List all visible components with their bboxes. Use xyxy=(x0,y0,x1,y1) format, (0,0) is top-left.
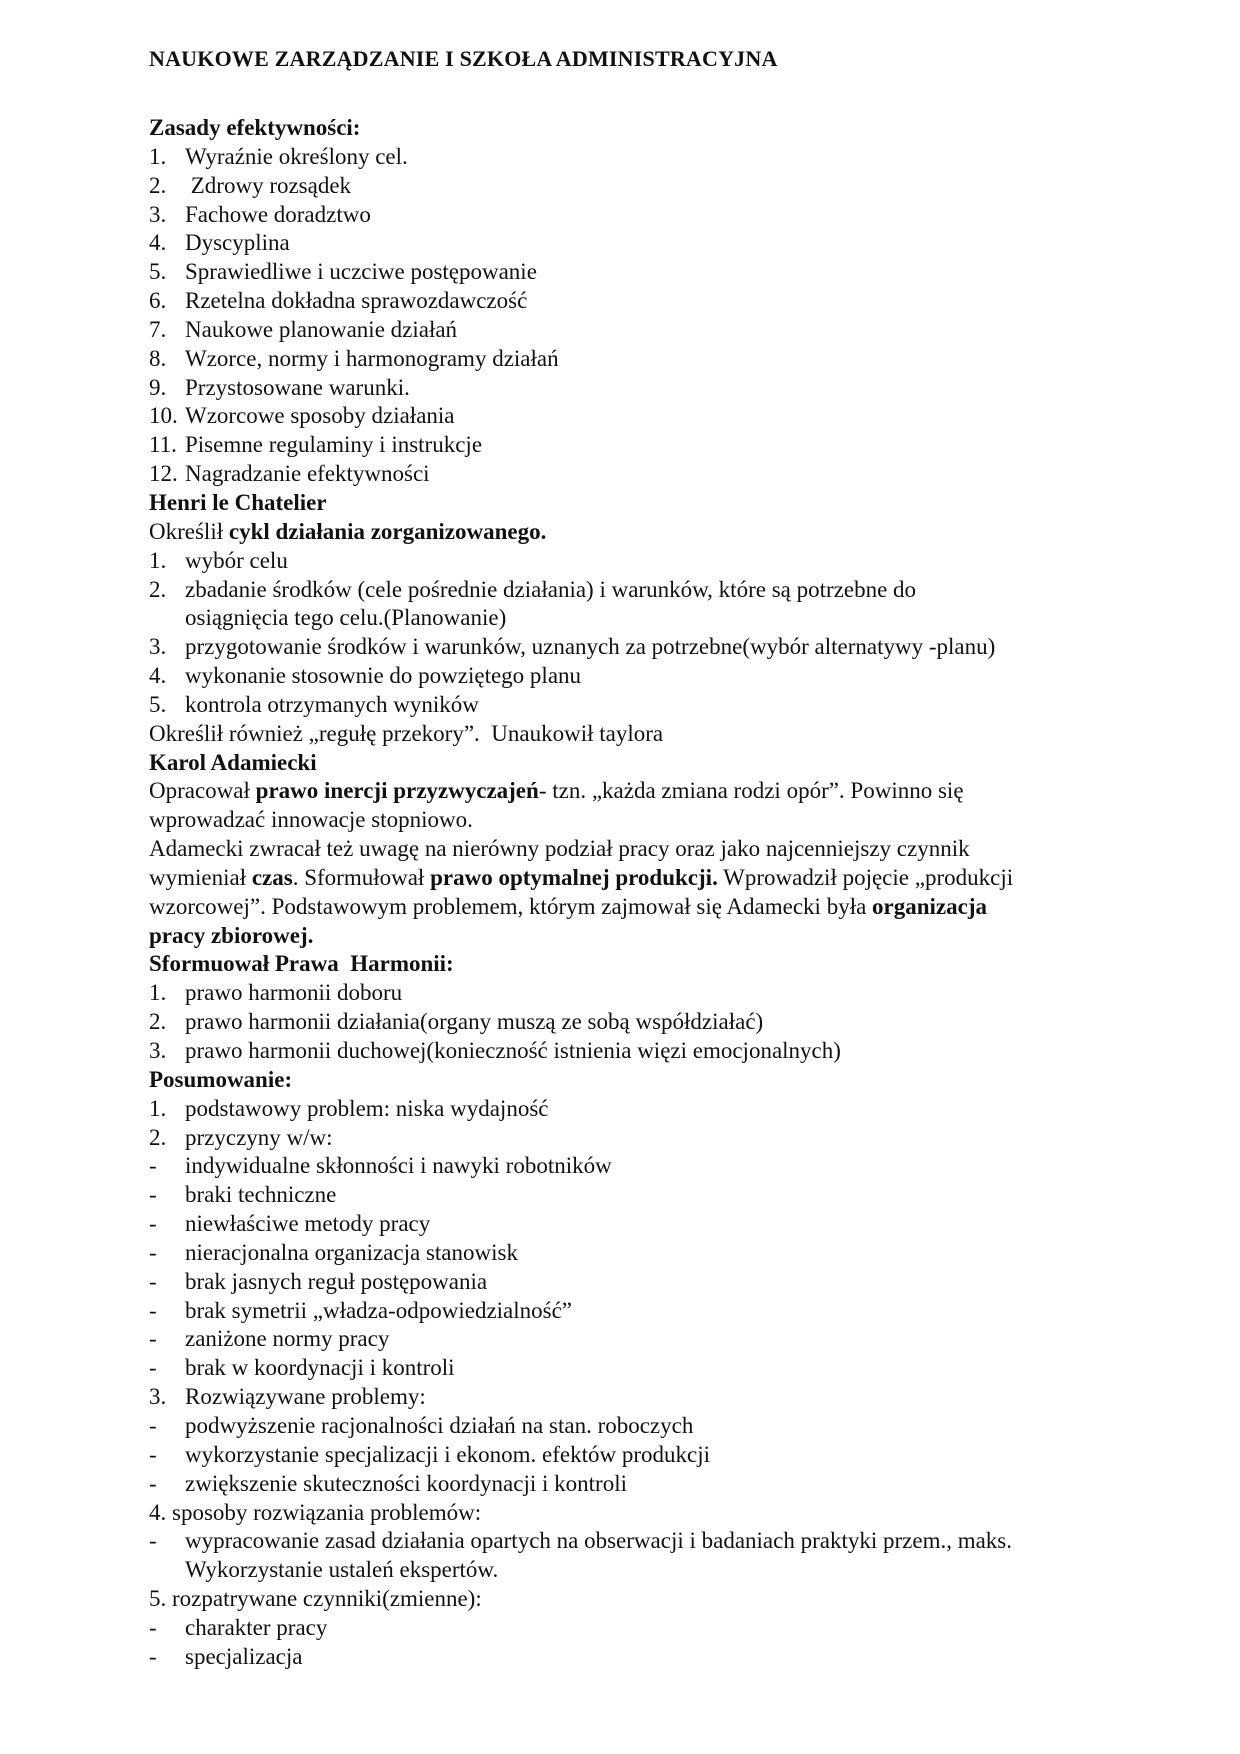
list-item xyxy=(149,1441,1109,1470)
bold-text: Henri le Chatelier xyxy=(149,489,327,515)
line-text xyxy=(149,316,457,345)
line-text xyxy=(149,229,290,258)
line-text xyxy=(149,777,964,806)
list-marker: 3. xyxy=(149,1384,167,1410)
line-text xyxy=(149,1152,612,1181)
line-text xyxy=(149,1643,302,1672)
line-text xyxy=(149,114,360,143)
line-text xyxy=(149,1124,333,1153)
list-item xyxy=(149,1181,1109,1210)
paragraph-line xyxy=(149,489,1109,518)
list-item xyxy=(149,1124,1109,1153)
list-marker: - xyxy=(149,1211,157,1237)
line-text xyxy=(149,1556,498,1585)
line-text xyxy=(149,1441,710,1470)
spacer xyxy=(149,74,1109,114)
list-marker: 4. xyxy=(149,230,167,256)
line-text xyxy=(149,258,537,287)
list-item xyxy=(149,1037,1109,1066)
list-item xyxy=(149,287,1109,316)
text-run: prawo harmonii działania(organy muszą ze sobą współdziałać) xyxy=(185,1009,764,1035)
paragraph-line xyxy=(149,777,1109,806)
line-text xyxy=(149,922,313,951)
list-item xyxy=(149,172,1109,201)
text-run: specjalizacja xyxy=(185,1643,303,1669)
paragraph-line xyxy=(149,922,1109,951)
text-run: przyczyny w/w: xyxy=(185,1124,333,1150)
list-item xyxy=(149,1210,1109,1239)
list-item xyxy=(149,460,1109,489)
list-item xyxy=(149,316,1109,345)
list-item xyxy=(149,1268,1109,1297)
bold-text: pracy zbiorowej. xyxy=(149,922,314,948)
paragraph-line xyxy=(149,950,1109,979)
list-item xyxy=(149,662,1109,691)
text-run: Określił xyxy=(149,518,229,544)
list-marker: 5. xyxy=(149,259,167,285)
list-marker: 1. xyxy=(149,980,167,1006)
list-marker: 11. xyxy=(149,432,177,458)
list-marker: - xyxy=(149,1528,157,1554)
list-marker: - xyxy=(149,1297,157,1323)
document-page xyxy=(149,44,1109,1672)
line-text xyxy=(149,1585,482,1614)
line-text xyxy=(149,720,663,749)
text-run: Adamecki zwracał też uwagę na nierówny podział pracy oraz jako najcenniejszy czynnik xyxy=(149,836,970,862)
list-item xyxy=(149,1643,1109,1672)
list-marker: 2. xyxy=(149,576,167,602)
list-item xyxy=(149,345,1109,374)
list-item xyxy=(149,576,1109,605)
text-run: Określił również „regułę przekory”. Unaukowił taylora xyxy=(149,720,664,746)
text-run: przygotowanie środków i warunków, uznanych za potrzebne(wybór alternatywy -planu) xyxy=(185,634,996,660)
paragraph-line xyxy=(149,114,1109,143)
text-run: - tzn. „każda zmiana rodzi opór”. Powinno się xyxy=(538,778,964,804)
document-body xyxy=(149,114,1109,1672)
list-marker: 1. xyxy=(149,1095,167,1121)
text-run: brak jasnych reguł postępowania xyxy=(185,1268,488,1294)
line-text xyxy=(149,1095,548,1124)
list-marker: - xyxy=(149,1326,157,1352)
line-text xyxy=(149,1037,841,1066)
text-run: brak w koordynacji i kontroli xyxy=(185,1355,455,1381)
list-marker: 3. xyxy=(149,1038,167,1063)
list-marker: 2. xyxy=(149,1009,167,1035)
text-run: Rozwiązywane problemy: xyxy=(185,1384,426,1410)
list-item xyxy=(149,979,1109,1008)
list-item xyxy=(149,1354,1109,1383)
text-run: Zdrowy rozsądek xyxy=(185,172,352,198)
line-text xyxy=(149,1239,518,1268)
line-text xyxy=(149,1066,292,1095)
list-marker: 7. xyxy=(149,316,167,342)
list-marker: - xyxy=(149,1182,157,1208)
list-item xyxy=(149,1325,1109,1354)
list-marker: - xyxy=(149,1355,157,1381)
line-text xyxy=(149,662,581,691)
text-run: niewłaściwe metody pracy xyxy=(185,1211,431,1237)
line-text xyxy=(149,1268,487,1297)
line-text xyxy=(149,489,327,518)
text-run: wykonanie stosownie do powziętego planu xyxy=(185,663,582,689)
paragraph-line xyxy=(149,604,1109,633)
text-run: indywidualne skłonności i nawyki robotników xyxy=(185,1153,612,1179)
list-item xyxy=(149,691,1109,720)
text-run: braki techniczne xyxy=(185,1182,337,1208)
line-text xyxy=(149,950,454,979)
text-run: Fachowe doradztwo xyxy=(185,201,371,227)
list-item xyxy=(149,1008,1109,1037)
text-run: wprowadzać innowacje stopniowo. xyxy=(149,807,473,833)
line-text xyxy=(149,864,1013,893)
line-text xyxy=(149,431,482,460)
list-item xyxy=(149,1095,1109,1124)
paragraph-line xyxy=(149,720,1109,749)
line-text xyxy=(149,893,987,922)
list-item xyxy=(149,1412,1109,1441)
text-run: Dyscyplina xyxy=(185,230,290,256)
list-item xyxy=(149,1527,1109,1556)
list-marker: 3. xyxy=(149,634,167,660)
list-item xyxy=(149,1470,1109,1499)
text-run: zaniżone normy pracy xyxy=(185,1326,390,1352)
line-text xyxy=(149,460,430,489)
paragraph-line xyxy=(149,749,1109,778)
paragraph-line xyxy=(149,893,1109,922)
list-marker: 9. xyxy=(149,374,167,400)
text-run: Wyraźnie określony cel. xyxy=(185,143,408,169)
list-marker: 1. xyxy=(149,143,167,169)
list-marker: 10. xyxy=(149,403,178,429)
document-title: NAUKOWE ZARZĄDZANIE I SZKOŁA ADMINISTRACYJNA xyxy=(149,46,778,71)
text-run: osiągnięcia tego celu.(Planowanie) xyxy=(185,605,507,631)
list-marker: 1. xyxy=(149,547,167,573)
line-text xyxy=(149,1181,336,1210)
line-text xyxy=(149,287,527,316)
text-run: Opracował xyxy=(149,778,256,804)
line-text xyxy=(149,1383,426,1412)
list-item xyxy=(149,1614,1109,1643)
list-item xyxy=(149,1383,1109,1412)
line-text xyxy=(149,1008,763,1037)
line-text xyxy=(149,576,916,605)
list-marker: - xyxy=(149,1441,157,1467)
list-marker: 2. xyxy=(149,1124,167,1150)
list-marker: 6. xyxy=(149,288,167,314)
line-text xyxy=(149,1527,1012,1556)
line-text xyxy=(149,1325,389,1354)
list-marker: - xyxy=(149,1153,157,1179)
line-text xyxy=(149,402,455,431)
bold-text: Posumowanie: xyxy=(149,1066,293,1092)
text-run: wykorzystanie specjalizacji i ekonom. efektów produkcji xyxy=(185,1441,710,1467)
line-text xyxy=(149,143,408,172)
line-text xyxy=(149,1210,430,1239)
list-item xyxy=(149,431,1109,460)
text-run: Pisemne regulaminy i instrukcje xyxy=(185,432,483,458)
list-item xyxy=(149,374,1109,403)
text-run: Nagradzanie efektywności xyxy=(185,461,430,487)
paragraph-line xyxy=(149,1585,1109,1614)
text-run: Wzorcowe sposoby działania xyxy=(185,403,455,429)
text-run: wymieniał xyxy=(149,864,252,890)
text-run: zwiększenie skuteczności koordynacji i kontroli xyxy=(185,1470,627,1496)
list-item xyxy=(149,1297,1109,1326)
bold-text: czas xyxy=(251,864,293,890)
bold-text: Sformuował Prawa Harmonii: xyxy=(149,951,454,977)
bold-text: prawo inercji przyzwyczajeń xyxy=(255,778,539,804)
text-run: 5. rozpatrywane czynniki(zmienne): xyxy=(149,1586,482,1612)
line-text xyxy=(149,633,995,662)
paragraph-line xyxy=(149,1499,1109,1528)
line-text xyxy=(149,1614,327,1643)
line-text xyxy=(149,749,317,778)
line-text xyxy=(149,374,410,403)
line-text xyxy=(149,1412,693,1441)
line-text xyxy=(149,979,402,1008)
line-text xyxy=(149,518,546,547)
text-run: wypracowanie zasad działania opartych na obserwacji i badaniach praktyki przem., maks. xyxy=(185,1528,1013,1554)
paragraph-line xyxy=(149,864,1109,893)
line-text xyxy=(149,604,506,633)
list-item xyxy=(149,201,1109,230)
line-text xyxy=(149,1499,481,1528)
text-run: . Sformułował xyxy=(292,864,431,890)
list-marker: 12. xyxy=(149,461,178,487)
line-text xyxy=(149,345,559,374)
list-item xyxy=(149,1152,1109,1181)
text-run: Przystosowane warunki. xyxy=(185,374,410,400)
paragraph-line xyxy=(149,1066,1109,1095)
text-run: prawo harmonii doboru xyxy=(185,980,403,1006)
text-run: kontrola otrzymanych wyników xyxy=(185,691,479,717)
line-text xyxy=(149,806,473,835)
text-run: zbadanie środków (cele pośrednie działania) i warunków, które są potrzebne do xyxy=(185,576,917,602)
line-text xyxy=(149,1354,455,1383)
text-run: Sprawiedliwe i uczciwe postępowanie xyxy=(185,259,537,285)
line-text xyxy=(149,547,288,576)
bold-text: cykl działania zorganizowanego. xyxy=(228,518,547,544)
text-run: Wykorzystanie ustaleń ekspertów. xyxy=(185,1557,499,1583)
list-item xyxy=(149,229,1109,258)
list-item xyxy=(149,547,1109,576)
line-text xyxy=(149,201,371,230)
list-marker: 3. xyxy=(149,201,167,227)
list-item xyxy=(149,258,1109,287)
list-marker: - xyxy=(149,1470,157,1496)
bold-text: organizacja xyxy=(872,893,988,919)
paragraph-line xyxy=(149,835,1109,864)
list-marker: - xyxy=(149,1412,157,1438)
text-run: charakter pracy xyxy=(185,1614,328,1640)
line-text xyxy=(149,1297,572,1326)
text-run: Wprowadził pojęcie „produkcji xyxy=(717,864,1014,890)
list-marker: 4. xyxy=(149,663,167,689)
text-run: wybór celu xyxy=(185,547,288,573)
text-run: wzorcowej”. Podstawowym problemem, którym zajmował się Adamecki była xyxy=(149,893,873,919)
list-marker: 5. xyxy=(149,691,167,717)
text-run: Wzorce, normy i harmonogramy działań xyxy=(185,345,559,371)
text-run: prawo harmonii duchowej(konieczność istnienia więzi emocjonalnych) xyxy=(185,1038,841,1063)
paragraph-line xyxy=(149,1556,1109,1585)
text-run: Naukowe planowanie działań xyxy=(185,316,458,342)
text-run: podwyższenie racjonalności działań na stan. roboczych xyxy=(185,1412,694,1438)
list-item xyxy=(149,1239,1109,1268)
list-marker: - xyxy=(149,1239,157,1265)
text-run: 4. sposoby rozwiązania problemów: xyxy=(149,1499,482,1525)
text-run: podstawowy problem: niska wydajność xyxy=(185,1095,549,1121)
text-run: brak symetrii „władza-odpowiedzialność” xyxy=(185,1297,573,1323)
text-run: Rzetelna dokładna sprawozdawczość xyxy=(185,288,528,314)
line-text xyxy=(149,172,351,201)
list-marker: 8. xyxy=(149,345,167,371)
line-text xyxy=(149,1470,627,1499)
line-text xyxy=(149,835,970,864)
list-item xyxy=(149,143,1109,172)
bold-text: Karol Adamiecki xyxy=(149,749,317,775)
list-marker: - xyxy=(149,1268,157,1294)
paragraph-line xyxy=(149,518,1109,547)
list-marker: 2. xyxy=(149,172,167,198)
bold-text: Zasady efektywności: xyxy=(149,115,361,140)
list-item xyxy=(149,402,1109,431)
line-text xyxy=(149,691,479,720)
bold-text: prawo optymalnej produkcji. xyxy=(430,864,718,890)
list-marker: - xyxy=(149,1614,157,1640)
paragraph-line xyxy=(149,806,1109,835)
list-marker: - xyxy=(149,1643,157,1669)
list-item xyxy=(149,633,1109,662)
text-run: nieracjonalna organizacja stanowisk xyxy=(185,1239,518,1265)
